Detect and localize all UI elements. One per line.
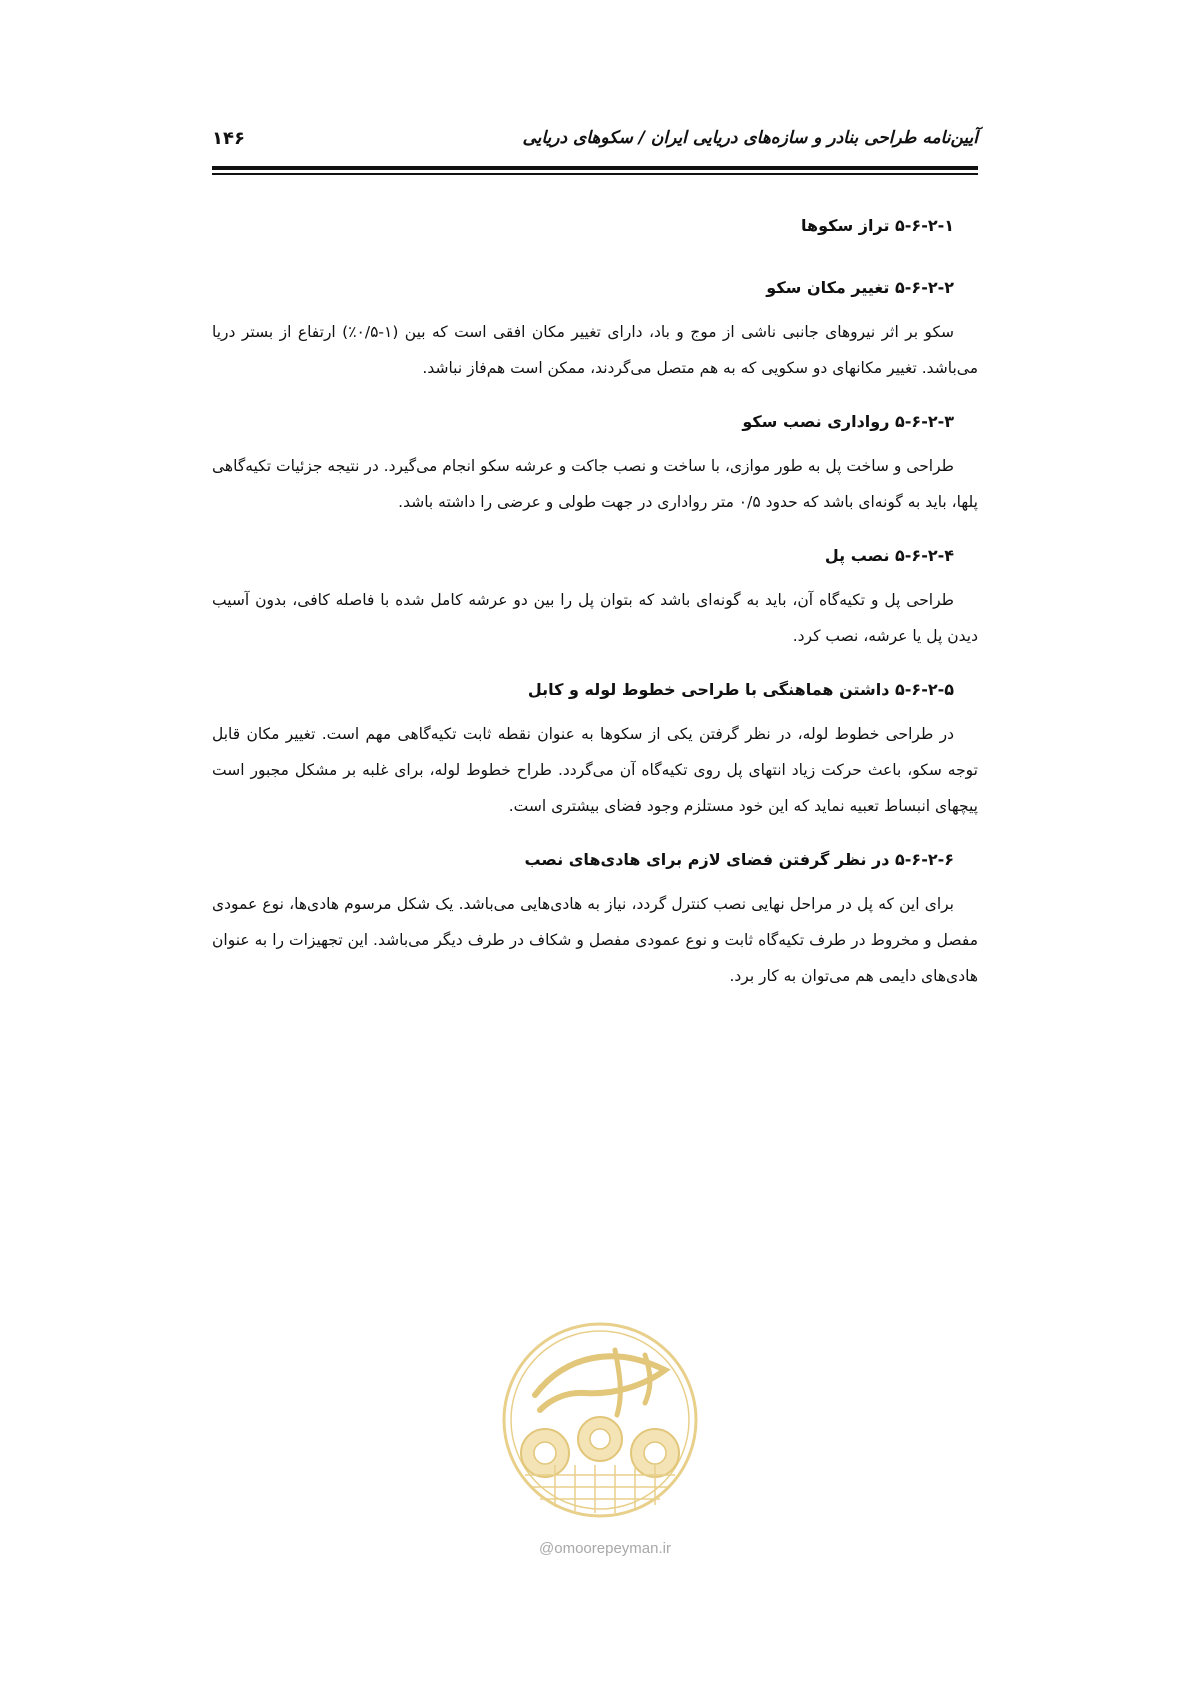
section-paragraph: طراحی پل و تکیه‌گاه آن، باید به گونه‌ای باشد که بتوان پل را بین دو عرشه کامل شده با فاصله کافی، بدون آسیب دیدن پل یا عرشه، نصب کرد. [212, 591, 978, 645]
section-platform-displacement [212, 274, 978, 386]
section-heading: ۵-۶-۲-۴ نصب پل [824, 546, 954, 565]
header-rule-thin [212, 173, 978, 175]
section-paragraph: سکو بر اثر نیروهای جانبی ناشی از موج و باد، دارای تغییر مکان افقی است که بین (۱-۰/۵٪) ارتفاع از بستر دریا می‌باشد. تغییر مکانهای دو سکویی که به هم متصل می‌گردند، ممکن است هم‌فاز نباشد. [212, 323, 978, 377]
page-number: ۱۴۶ [212, 128, 245, 149]
section-heading: ۵-۶-۲-۵ داشتن هماهنگی با طراحی خطوط لوله و کابل [527, 680, 954, 699]
section-heading: ۵-۶-۲-۳ رواداری نصب سکو [742, 412, 954, 431]
page-body [212, 212, 978, 994]
section-paragraph: در طراحی خطوط لوله، در نظر گرفتن یکی از سکوها به عنوان نقطه ثابت تکیه‌گاهی مهم است. تغییر مکان قابل توجه سکو، باعث حرکت زیاد انتهای پل روی تکیه‌گاه آن می‌گردد. طراح خطوط لوله، برای غلبه بر مشکل مجبور است پیچهای انبساط تعبیه نماید که این خود مستلزم وجود فضای بیشتری است. [212, 725, 978, 815]
section-heading: ۵-۶-۲-۲ تغییر مکان سکو [766, 278, 954, 297]
header-rule-thick [212, 166, 978, 170]
section-pipeline-coordination [212, 676, 978, 824]
watermark-logo [495, 1315, 705, 1525]
section-bridge-installation [212, 542, 978, 654]
running-header [212, 128, 978, 158]
watermark-website: @omoorepeyman.ir [539, 1540, 671, 1557]
header-title: آیین‌نامه طراحی بنادر و سازه‌های دریایی ایران / سکوهای دریایی [522, 128, 978, 148]
section-platform-level [212, 212, 978, 240]
section-installation-guides [212, 846, 978, 994]
section-installation-tolerance [212, 408, 978, 520]
section-paragraph: برای این که پل در مراحل نهایی نصب کنترل گردد، نیاز به هادی‌هایی می‌باشد. یک شکل مرسوم هادی‌ها، نوع عمودی مفصل و مخروط در طرف تکیه‌گاه ثابت و نوع عمودی مفصل و شکاف در طرف دیگر می‌باشد. این تجهیزات را به عنوان هادی‌های دایمی هم می‌توان به کار برد. [212, 895, 978, 985]
section-heading: ۵-۶-۲-۶ در نظر گرفتن فضای لازم برای هادی‌های نصب [524, 850, 954, 869]
section-heading: ۵-۶-۲-۱ تراز سکوها [801, 216, 954, 235]
section-paragraph: طراحی و ساخت پل به طور موازی، با ساخت و نصب جاکت و عرشه سکو انجام می‌گیرد. در نتیجه جزئیات تکیه‌گاهی پلها، باید به گونه‌ای باشد که حدود ۰/۵ متر رواداری در جهت طولی و عرضی را داشته باشد. [212, 457, 978, 511]
